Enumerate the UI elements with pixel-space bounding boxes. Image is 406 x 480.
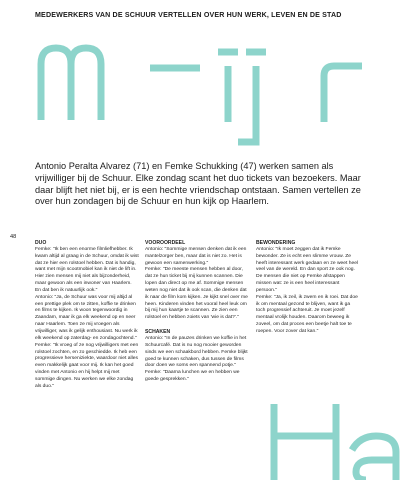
letter-a [352,436,396,480]
letter-j-stem [238,66,256,142]
letter-m [41,48,101,120]
paragraph: Femke: "Ja, ik zeil, ik zwem en ik roei. Dat doe ik om mentaal gezond te blijven, want ik ga toch progressief achteruit. Je moet jezelf mentaal vrolijk houden. Daarom beweeg ik zoveel, om dat proces een beetje halt toe te roepen. Voor zover dat kan." [256,294,358,334]
letters-line2 [274,404,396,480]
paragraph: Femke: "Ik vroeg of ze nog vrijwilligers met een rolstoel zochten, en zo geschiedde. Ik heb een progressieve herseniziekte, waardoor niet alles even makkelijk gaat voor mij. Ik kan het goed vinden met Antonio en hij helpt mij met sommige dingen. Nu werken we elke zondag als duo." [35,342,139,389]
paragraph: Antonio: "Ik moet zeggen dat ik Femke bewonder. Ze is echt een slimme vrouw. Ze heeft interessant werk gedaan en ze weet heel veel van de wereld. En dan sport ze ook nog. De mensen die niet op Femke afstappen missen wat: ze is een heel interessant persoon." [256,246,359,293]
column-duo [35,240,139,391]
page-number: 48 [10,234,17,240]
paragraph: Antonio: "Sommige mensen denken dat ik een mantelzorger ben, maar dat is niet zo. Het is gewoon een samenwerking." [145,246,247,266]
letters-line1 [41,48,362,142]
paragraph: Femke: "Daarna lunchen we en hebben we goede gesprekken." [145,370,240,383]
article-header: MEDEWERKERS VAN DE SCHUUR VERTELLEN OVER HUN WERK, LEVEN EN DE STAD [35,11,342,19]
section-subtitle: SCHAKEN [145,329,171,336]
letter-h [274,404,336,480]
letter-r [324,66,362,122]
section-title: VOOROORDEEL [145,240,186,246]
column-bewondering [256,240,360,336]
paragraph: Femke: "De meeste mensen hebben al door, dat ze hun ticket bij mij kunnen scannen. Die lopen dan direct op me af. Sommige mensen weten nog niet dat ik ook scan, die denken dat ik naar de film kom kijken. Je kijkt snel over me heen. Kinderen vinden het vooral heel leuk om bij mij hun kaartje te scannen. Ze zien een rolstoel en hebben zoiets van 'wie is dat?'." [145,267,248,321]
column-vooroordeel [145,240,249,384]
section-title: BEWONDERING [256,240,296,246]
paragraph: Antonio: "In de pauzes drinken we koffie in het Schuurcafé. Dat is nu nog mooier geworden sinds we een schaakbord hebben. Femke blijkt goed te kunnen schaken, dus tussen de films door doen we soms een spannend potje." [145,335,248,369]
section-title: DUO [35,240,47,246]
paragraph: Antonio: "Ja, de Schuur was voor mij altijd al een prettige plek om te zitten, koffie te drinken en films te kijken. Ik woon tegenwoordig in Zaandam, maar ik ga elk weekend op en neer naar Haarlem. Toen ze mij vroegen als vrijwilliger, was ik gelijk enthousiast. Nu werk ik elk weekend op zaterdag- en zondagochtend." [35,294,138,341]
paragraph: Femke: "Ik ben een enorme filmliefhebber. Ik kwam altijd al graag in de Schuur, omdat ik wist dat ze hier een rolstoel hebben. Dat is handig, want met mijn scootmobiel kan ik niet de lift in. Hier zien mensen mij niet als bijzonderheid, maar gewoon als een inwoner van Haarlem. En dat ben ik natuurlijk ook." [35,246,139,293]
intro-paragraph: Antonio Peralta Alvarez (71) en Femke Schukking (47) werken samen als vrijwilliger bij de Schuur. Elke zondag scant het duo tickets van bezoekers. Maar daar blijft het niet bij, er is een hechte vriendschap ontstaan. Samen vertellen ze over hun zondagen bij de Schuur en hun kijk op Haarlem. [35,161,361,207]
